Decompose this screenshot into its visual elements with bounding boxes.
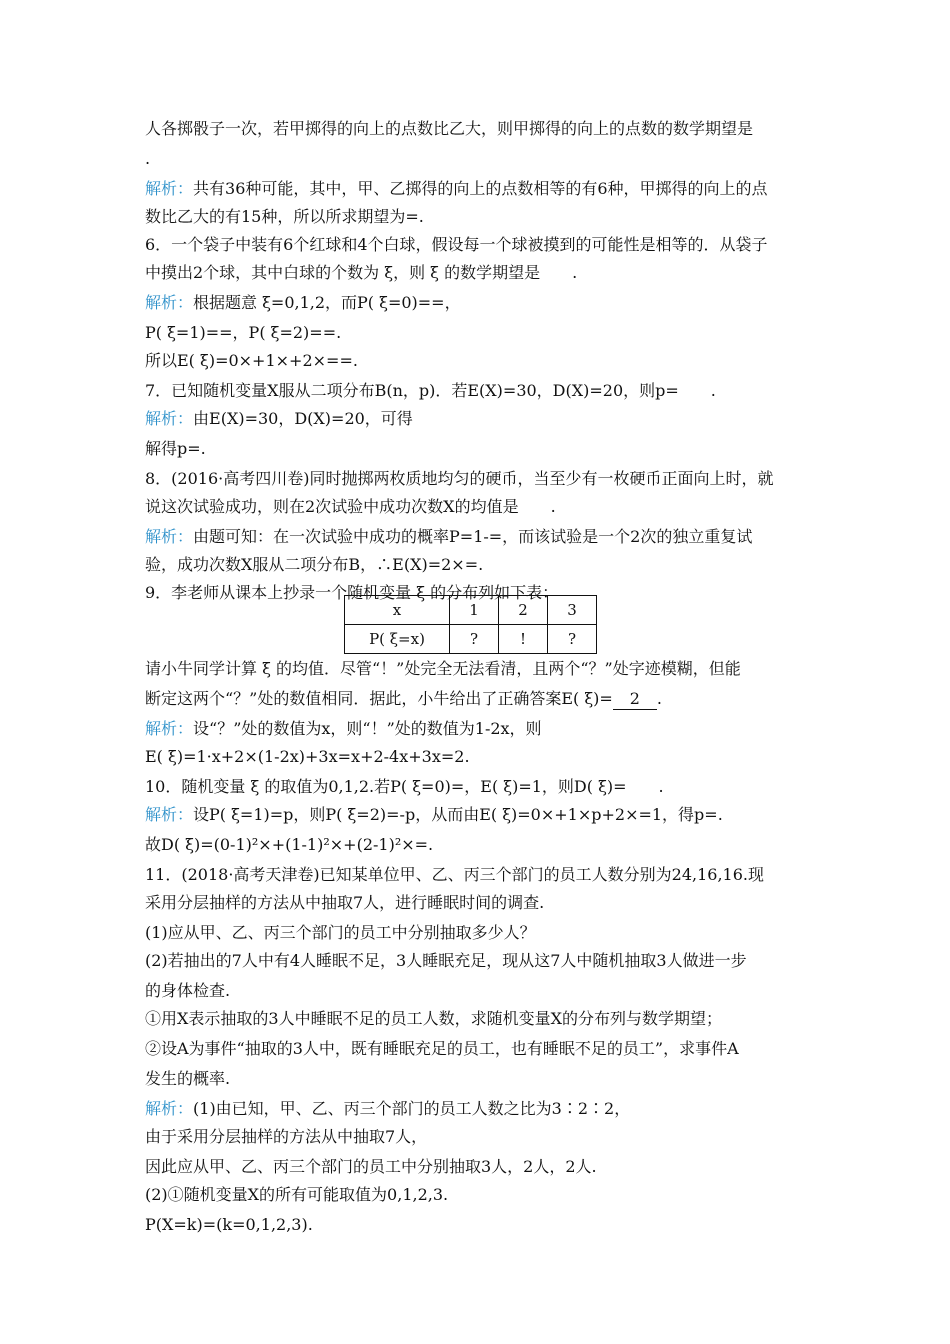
text-run: P( ξ=1)==，P( ξ=2)==. <box>145 323 342 342</box>
text-run: 请小牛同学计算 ξ 的均值．尽管“！”处完全无法看清，且两个“？”处字迹模糊，但能 <box>145 659 741 678</box>
table-cell: P( ξ=x) <box>345 625 450 654</box>
text-line <box>145 948 825 974</box>
text-line <box>145 802 825 828</box>
text-line <box>145 716 825 742</box>
text-line <box>145 436 825 462</box>
text-line <box>145 890 825 916</box>
text-run: . <box>145 149 151 168</box>
text-run: 验，成功次数X服从二项分布B，∴E(X)=2×=. <box>145 555 484 574</box>
text-run: 说这次试验成功，则在2次试验中成功次数X的均值是 . <box>145 497 556 516</box>
text-line <box>145 494 825 520</box>
text-line <box>145 116 825 142</box>
text-run: ②设A为事件“抽取的3人中，既有睡眠充足的员工，也有睡眠不足的员工”，求事件A <box>145 1039 739 1058</box>
analysis-label: 解析： <box>145 179 194 198</box>
text-line <box>145 290 825 316</box>
text-line <box>145 1182 825 1208</box>
text-run: (2)①随机变量X的所有可能取值为0,1,2,3. <box>145 1185 449 1204</box>
text-run: 11．(2018·高考天津卷)已知某单位甲、乙、丙三个部门的员工人数分别为24,16,16.现 <box>145 865 764 884</box>
text-line <box>145 466 825 492</box>
text-line <box>145 378 825 404</box>
distribution-table <box>344 595 597 654</box>
text-line <box>145 920 825 946</box>
text-line <box>145 744 825 770</box>
table-header-cell: 1 <box>450 596 499 625</box>
text-run: 所以E( ξ)=0×+1×+2×==. <box>145 351 358 370</box>
text-line <box>145 686 825 712</box>
text-line <box>145 1036 825 1062</box>
text-line <box>145 320 825 346</box>
text-line <box>145 524 825 550</box>
text-line <box>145 1154 825 1180</box>
text-run: (1)应从甲、乙、丙三个部门的员工中分别抽取多少人？ <box>145 923 536 942</box>
table-row <box>345 625 597 654</box>
text-line <box>145 348 825 374</box>
text-line <box>145 1066 825 1092</box>
text-run: E( ξ)=1·x+2×(1-2x)+3x=x+2-4x+3x=2. <box>145 747 470 766</box>
table-cell: ? <box>450 625 499 654</box>
table-cell: ! <box>499 625 548 654</box>
analysis-label: 解析： <box>145 409 194 428</box>
text-run: 6．一个袋子中装有6个红球和4个白球，假设每一个球被摸到的可能性是相等的．从袋子 <box>145 235 768 254</box>
text-run: 由于采用分层抽样的方法从中抽取7人， <box>145 1127 428 1146</box>
text-run: 发生的概率. <box>145 1069 231 1088</box>
text-run: . <box>656 689 662 708</box>
text-run: 10．随机变量 ξ 的取值为0,1,2.若P( ξ=0)=，E( ξ)=1，则D( ξ)= . <box>145 777 664 796</box>
text-line <box>145 862 825 888</box>
text-run: (2)若抽出的7人中有4人睡眠不足，3人睡眠充足，现从这7人中随机抽取3人做进一步 <box>145 951 747 970</box>
text-line <box>145 232 825 258</box>
text-line <box>145 656 825 682</box>
analysis-label: 解析： <box>145 1099 194 1118</box>
text-line <box>145 146 825 172</box>
text-line <box>145 204 825 230</box>
table-cell: ? <box>548 625 597 654</box>
table-row <box>345 596 597 625</box>
text-run: 8．(2016·高考四川卷)同时抛掷两枚质地均匀的硬币，当至少有一枚硬币正面向上时，就 <box>145 469 774 488</box>
text-run: 根据题意 ξ=0,1,2，而P( ξ=0)==， <box>193 293 461 312</box>
text-line <box>145 176 825 202</box>
text-line <box>145 552 825 578</box>
analysis-label: 解析： <box>145 719 194 738</box>
text-run: 因此应从甲、乙、丙三个部门的员工中分别抽取3人，2人，2人. <box>145 1157 597 1176</box>
text-line <box>145 1124 825 1150</box>
text-run: 解得p=. <box>145 439 206 458</box>
text-run: 断定这两个“？”处的数值相同．据此，小牛给出了正确答案E( ξ)= <box>145 689 613 708</box>
table-header-cell: 2 <box>499 596 548 625</box>
text-run: 的身体检查. <box>145 981 231 1000</box>
analysis-label: 解析： <box>145 527 194 546</box>
text-line <box>145 1006 825 1032</box>
text-run: 故D( ξ)=(0-1)²×+(1-1)²×+(2-1)²×=. <box>145 835 434 854</box>
table-header-cell: 3 <box>548 596 597 625</box>
table-header-cell: x <box>345 596 450 625</box>
text-line <box>145 1096 825 1122</box>
text-line <box>145 260 825 286</box>
text-run: 人各掷骰子一次，若甲掷得的向上的点数比乙大，则甲掷得的向上的点数的数学期望是 <box>145 119 754 138</box>
text-run: 由E(X)=30，D(X)=20，可得 <box>193 409 413 428</box>
analysis-label: 解析： <box>145 293 194 312</box>
text-run: 7．已知随机变量X服从二项分布B(n，p)．若E(X)=30，D(X)=20，则p= . <box>145 381 716 400</box>
text-run: 共有36种可能，其中，甲、乙掷得的向上的点数相等的有6种，甲掷得的向上的点 <box>193 179 768 198</box>
text-run: ①用X表示抽取的3人中睡眠不足的员工人数，求随机变量X的分布列与数学期望； <box>145 1009 722 1028</box>
text-run: 采用分层抽样的方法从中抽取7人，进行睡眠时间的调查. <box>145 893 545 912</box>
text-line <box>145 1212 825 1238</box>
text-line <box>145 774 825 800</box>
text-line <box>145 832 825 858</box>
answer-blank: 2 <box>613 689 657 710</box>
text-run: 9．李老师从课本上抄录一个随机变量 ξ 的分布列如下表： <box>145 583 559 602</box>
text-run: P(X=k)=(k=0,1,2,3). <box>145 1215 313 1234</box>
text-run: (1)由已知，甲、乙、丙三个部门的员工人数之比为3∶2∶2， <box>193 1099 631 1118</box>
text-run: 中摸出2个球，其中白球的个数为 ξ，则 ξ 的数学期望是 . <box>145 263 578 282</box>
analysis-label: 解析： <box>145 805 194 824</box>
text-run: 数比乙大的有15种，所以所求期望为=. <box>145 207 424 226</box>
text-line <box>145 406 825 432</box>
text-run: 由题可知：在一次试验中成功的概率P=1-=，而该试验是一个2次的独立重复试 <box>193 527 753 546</box>
text-run: 设“？”处的数值为x，则“！”处的数值为1-2x，则 <box>193 719 542 738</box>
text-line <box>145 978 825 1004</box>
text-run: 设P( ξ=1)=p，则P( ξ=2)=-p，从而由E( ξ)=0×+1×p+2×=1，得p=. <box>193 805 723 824</box>
